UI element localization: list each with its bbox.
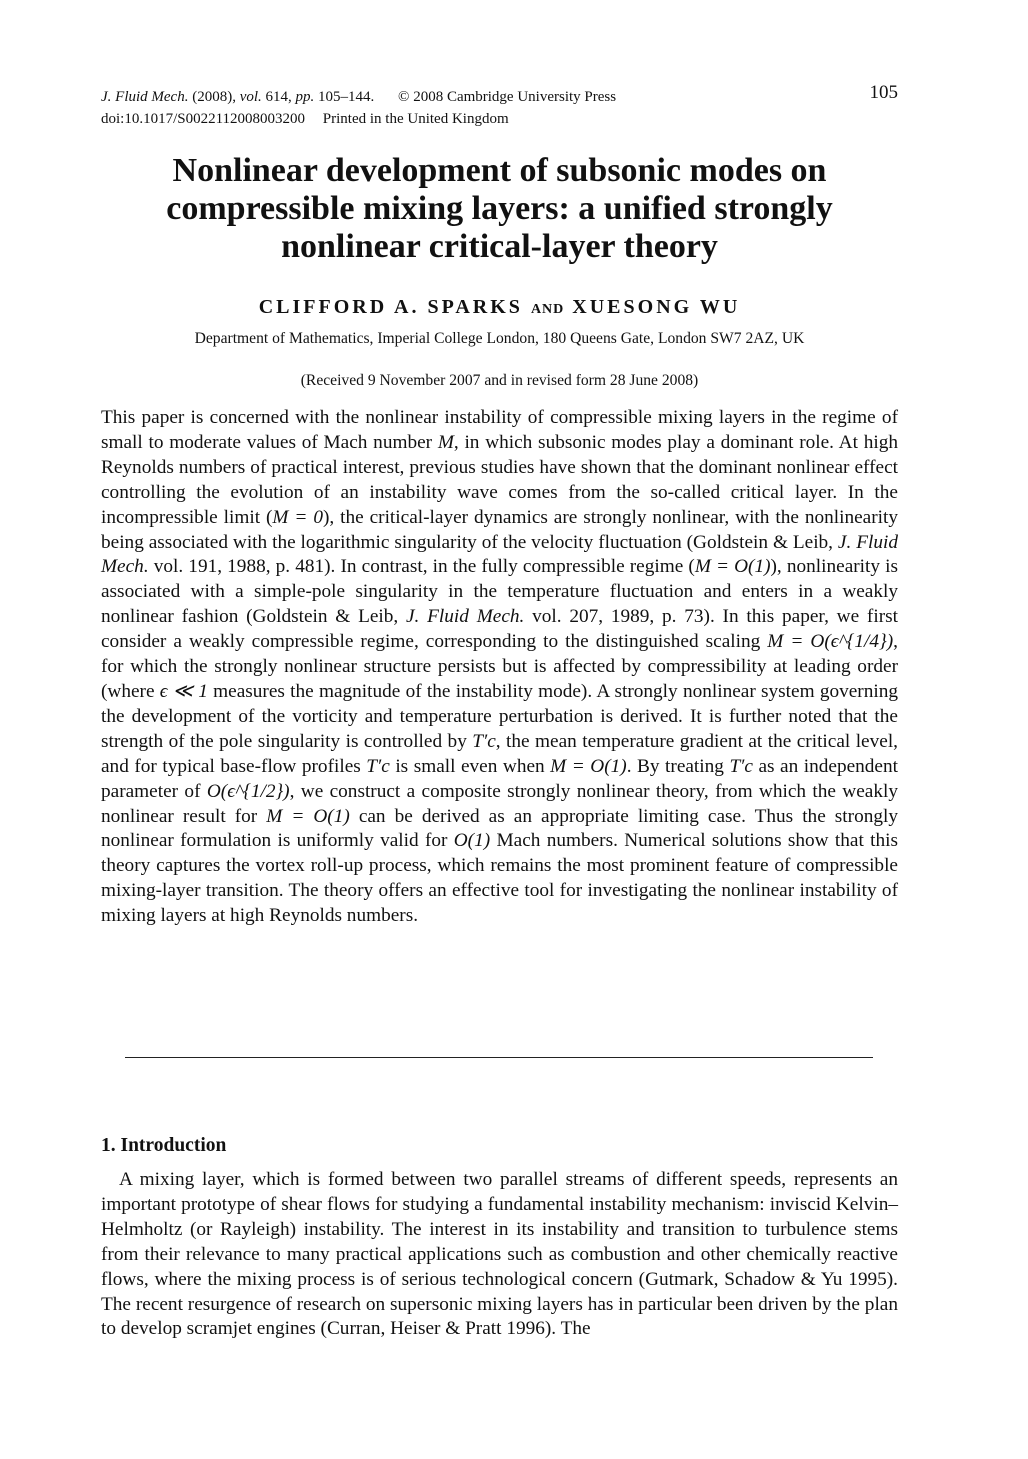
title-line: compressible mixing layers: a unified strongly xyxy=(166,190,833,227)
doi-line xyxy=(101,108,898,130)
math-inline: O(ϵ^{1/2}) xyxy=(206,780,290,802)
math-inline: M xyxy=(437,431,454,453)
math-inline: M = O(1) xyxy=(266,805,350,827)
math-inline: ϵ ≪ 1 xyxy=(159,680,208,702)
page-range: 105–144. xyxy=(318,89,375,105)
journal-name: J. Fluid Mech. xyxy=(101,89,189,105)
printed-in: Printed in the United Kingdom xyxy=(322,111,509,127)
year: (2008), xyxy=(192,89,236,105)
math-inline: M = 0 xyxy=(272,506,323,528)
author-list xyxy=(101,296,898,319)
math-inline: T′c xyxy=(729,755,753,777)
abstract: This paper is concerned with the nonlinear instability of compressible mixing layers in the regime of small to moderate values of Mach number M, in which subsonic modes play a dominant role. At high Reynolds numbers of practical interest, previous studies have shown that the dominant nonlinear effect controlling the evolution of an instability wave comes from the so-called critical layer. In the incompressible limit (M = 0), the critical-layer dynamics are strongly nonlinear, with the nonlinearity being associated with the logarithmic singularity of the velocity fluctuation (Goldstein & Leib, J. Fluid Mech. vol. 191, 1988, p. 481). In contrast, in the fully compressible regime (M = O(1)), nonlinearity is associated with a simple-pole singularity in the temperature fluctuation and enters in a weakly nonlinear fashion (Goldstein & Leib, J. Fluid Mech. vol. 207, 1989, p. 73). In this paper, we first consider a weakly compressible regime, corresponding to the distinguished scaling M = O(ϵ^{1/4}), for which the strongly nonlinear structure persists but is affected by compressibility at leading order (where ϵ ≪ 1 measures the magnitude of the instability mode). A strongly nonlinear system governing the development of the vorticity and temperature perturbation is derived. It is further noted that the strength of the pole singularity is controlled by T′c, the mean temperature gradient at the critical level, and for typical base-flow profiles T′c is small even when M = O(1). By treating T′c as an independent parameter of O(ϵ^{1/2}), we construct a composite strongly nonlinear theory, from which the weakly nonlinear result for M = O(1) can be derived as an appropriate limiting case. Thus the strongly nonlinear formulation is uniformly valid for O(1) Mach numbers. Numerical solutions show that this theory captures the vortex roll-up process, which remains the most prominent feature of compressible mixing-layer transition. The theory offers an effective tool for investigating the nonlinear instability of mixing layers at high Reynolds numbers. xyxy=(101,407,899,927)
math-inline: T′c xyxy=(366,755,390,777)
copyright: © 2008 Cambridge University Press xyxy=(398,89,617,105)
math-inline: T′c xyxy=(472,730,496,752)
journal-ref: J. Fluid Mech. xyxy=(406,606,525,628)
volume-label: vol. xyxy=(239,89,262,105)
math-inline: M = O(1) xyxy=(550,755,627,777)
citation-line xyxy=(101,86,898,108)
abstract-divider xyxy=(125,1057,873,1058)
math-inline: M = O(1) xyxy=(694,556,771,578)
pages-label: pp. xyxy=(295,89,315,105)
section-heading: 1. Introduction xyxy=(101,1135,227,1156)
author-name: XUESONG WU xyxy=(572,296,741,318)
page-number: 105 xyxy=(869,82,898,103)
running-header xyxy=(101,82,898,130)
paper-title xyxy=(101,152,898,266)
math-inline: M = O(ϵ^{1/4}) xyxy=(767,631,894,653)
title-line: nonlinear critical-layer theory xyxy=(281,228,718,265)
section-body: A mixing layer, which is formed between two parallel streams of different speeds, represents an important prototype of shear flows for studying a fundamental instability mechanism: inviscid Kelvin–Helmholtz (or Rayleigh) instability. The interest in its instability and transition to turbulence stems from their relevance to many practical applications such as combustion and other chemically reactive flows, where the mixing process is of serious technological concern (Gutmark, Schadow & Yu 1995). The recent resurgence of research on supersonic mixing layers has in particular been driven by the plan to develop scramjet engines (Curran, Heiser & Pratt 1996). The xyxy=(101,1169,898,1340)
author-conjunction: AND xyxy=(530,302,565,317)
math-inline: O(1) xyxy=(453,830,491,852)
affiliation: Department of Mathematics, Imperial College London, 180 Queens Gate, London SW7 2AZ, UK xyxy=(194,330,805,347)
doi: doi:10.1017/S0022112008003200 xyxy=(101,111,306,127)
received-dates: (Received 9 November 2007 and in revised form 28 June 2008) xyxy=(300,372,699,389)
journal-ref: J. Fluid Mech. xyxy=(101,531,898,578)
title-line: Nonlinear development of subsonic modes on xyxy=(172,152,827,189)
volume: 614, xyxy=(265,89,292,105)
author-name: CLIFFORD A. SPARKS xyxy=(258,296,523,318)
